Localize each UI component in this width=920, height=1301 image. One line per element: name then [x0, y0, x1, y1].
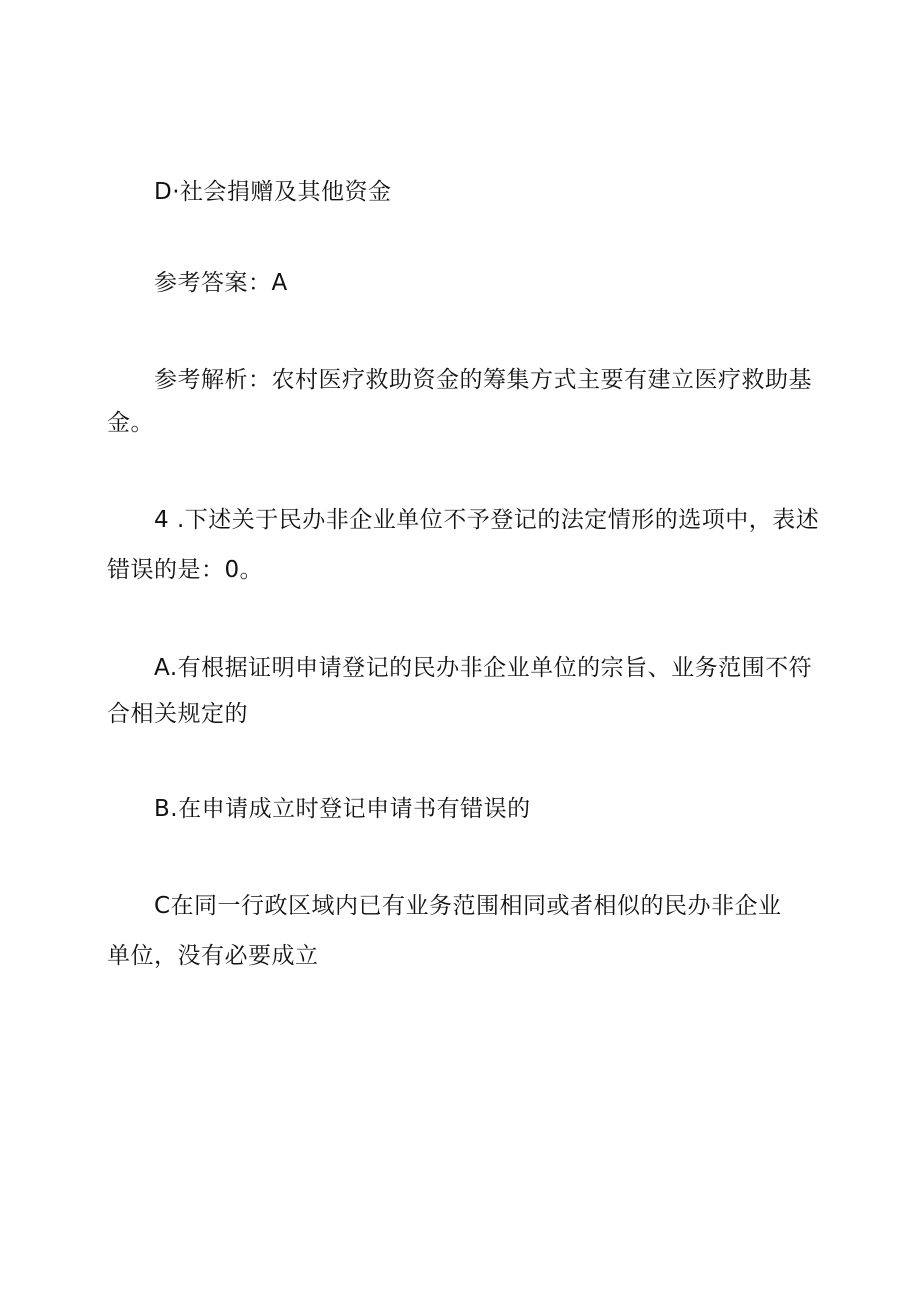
option-b-text: B.在申请成立时登记申请书有错误的	[154, 796, 531, 822]
option-c-line-1: C在同一行政区域内已有业务范围相同或者相似的民办非企业	[154, 893, 782, 919]
explanation-line-1: 参考解析：农村医疗救助资金的筹集方式主要有建立医疗救助基	[154, 367, 812, 393]
question-4-line-1: 4 .下述关于民办非企业单位不予登记的法定情形的选项中，表述	[154, 507, 820, 533]
answer-text: 参考答案：A	[154, 270, 288, 296]
question-4-line-2: 错误的是：0。	[107, 557, 264, 583]
option-d-text: D·社会捐赠及其他资金	[154, 179, 392, 205]
option-a-line-1: A.有根据证明申请登记的民办非企业单位的宗旨、业务范围不符	[154, 655, 813, 681]
explanation-line-2: 金。	[107, 410, 154, 436]
option-c-line-2: 单位，没有必要成立	[107, 943, 319, 969]
option-a-line-2: 合相关规定的	[107, 701, 248, 727]
